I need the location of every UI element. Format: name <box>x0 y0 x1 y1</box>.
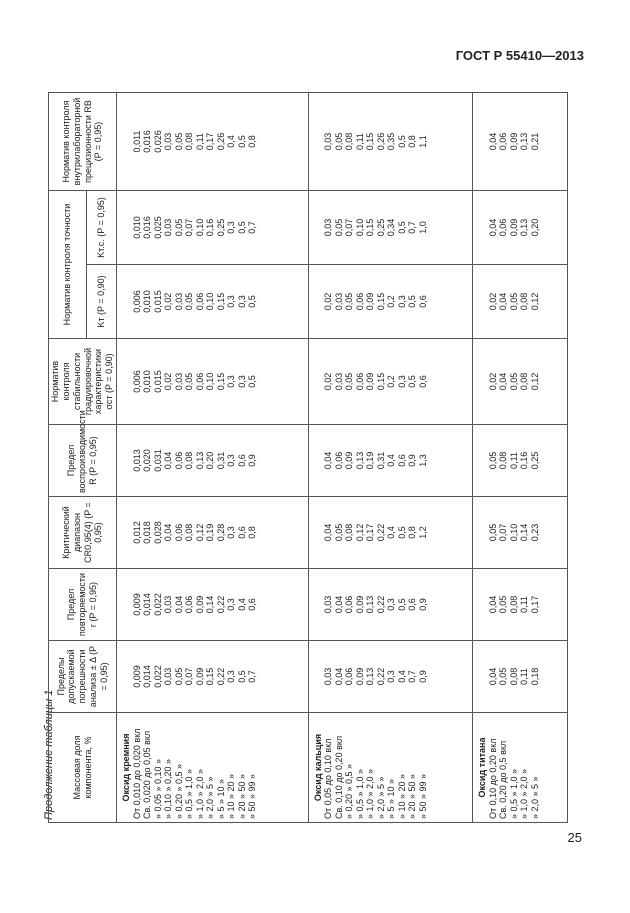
intralab-precision-cell <box>308 93 472 191</box>
range-label: » 1,0 » 2,0 » <box>519 768 530 819</box>
value: 0,5 <box>236 670 247 683</box>
value: 0,3 <box>226 454 236 467</box>
value: 0,08 <box>184 132 194 151</box>
range-label: » 2,0 » 5 » <box>529 776 540 819</box>
value: 0,03 <box>163 132 173 151</box>
value: 0,04 <box>173 595 184 614</box>
section-row <box>117 93 309 823</box>
value: 0,006 <box>131 290 142 313</box>
value: 0,05 <box>333 523 344 542</box>
value: 0,8 <box>247 526 257 539</box>
value: 0,3 <box>386 598 397 611</box>
value: 0,02 <box>487 372 498 391</box>
value: 0,8 <box>407 526 418 539</box>
value: 0,05 <box>173 132 184 151</box>
value: 0,04 <box>487 218 498 237</box>
value: 0,3 <box>396 375 407 388</box>
value: 0,5 <box>236 135 247 148</box>
value: 0,04 <box>323 523 334 542</box>
value: 0,34 <box>386 218 397 237</box>
data-table <box>48 92 568 823</box>
value: 0,28 <box>215 523 226 542</box>
page-number: 25 <box>567 830 582 845</box>
value: 0,026 <box>152 130 163 153</box>
value: 0,5 <box>396 135 407 148</box>
value: 0,3 <box>226 526 236 539</box>
value: 0,6 <box>247 598 257 611</box>
value: 0,06 <box>333 451 344 470</box>
value: 0,14 <box>205 595 215 614</box>
value: 0,12 <box>194 523 205 542</box>
value: 0,05 <box>173 667 184 686</box>
value: 0,05 <box>344 292 355 311</box>
value: 0,04 <box>333 595 344 614</box>
value: 0,6 <box>407 598 418 611</box>
value: 0,35 <box>386 132 397 151</box>
range-label: » 2,0 » 5 » <box>375 776 386 819</box>
value: 0,04 <box>333 667 344 686</box>
value: 0,7 <box>247 670 257 683</box>
value: 0,09 <box>508 132 519 151</box>
value: 0,03 <box>323 667 334 686</box>
value: 0,4 <box>386 454 397 467</box>
value: 0,5 <box>396 221 407 234</box>
reproducibility-cell <box>473 425 568 497</box>
critical-range-cell <box>117 497 309 569</box>
value: 0,08 <box>184 523 194 542</box>
value: 0,10 <box>354 218 365 237</box>
range-label: » 2,0 » 5 » <box>205 776 215 819</box>
value: 0,22 <box>375 523 386 542</box>
kts-cell <box>473 191 568 265</box>
value: 0,3 <box>226 221 236 234</box>
value: 0,15 <box>365 132 376 151</box>
value: 0,028 <box>152 521 163 544</box>
value: 0,13 <box>519 132 530 151</box>
value: 0,009 <box>131 593 142 616</box>
value: 0,03 <box>163 595 173 614</box>
value: 0,17 <box>205 132 215 151</box>
mass-fraction-cell <box>473 713 568 823</box>
value: 0,02 <box>323 372 334 391</box>
value: 0,09 <box>508 218 519 237</box>
value: 0,26 <box>215 132 226 151</box>
value: 1,0 <box>417 221 428 234</box>
value: 0,11 <box>194 133 205 150</box>
value: 0,031 <box>152 449 163 472</box>
repeatability-cell <box>308 569 472 641</box>
value: 0,025 <box>152 216 163 239</box>
header-delta: Пределы допускаемой погрешности анализа ± Δ (P = 0,95) <box>49 641 117 713</box>
value: 0,15 <box>215 372 226 391</box>
value: 0,014 <box>142 665 152 688</box>
value: 0,3 <box>226 670 236 683</box>
value: 0,8 <box>407 135 418 148</box>
range-label: Св. 0,020 до 0,05 вкл <box>142 730 152 819</box>
value: 0,04 <box>323 451 334 470</box>
section-title: Оксид кремния <box>121 733 131 802</box>
value: 0,03 <box>323 218 334 237</box>
value: 0,22 <box>215 667 226 686</box>
value: 0,06 <box>173 451 184 470</box>
value: 0,09 <box>354 667 365 686</box>
value: 0,006 <box>131 370 142 393</box>
value: 0,11 <box>519 596 530 613</box>
value: 0,31 <box>375 451 386 470</box>
range-label: » 1,0 » 2,0 » <box>194 768 205 819</box>
value: 0,06 <box>173 523 184 542</box>
value: 0,08 <box>344 523 355 542</box>
value: 0,5 <box>407 375 418 388</box>
range-label: » 1,0 » 2,0 » <box>365 768 376 819</box>
value: 0,3 <box>396 295 407 308</box>
stability-cell <box>117 339 309 425</box>
value: 0,9 <box>417 598 428 611</box>
value: 0,18 <box>529 667 540 686</box>
range-label: » 20 » 50 » <box>236 773 247 819</box>
kts-cell <box>308 191 472 265</box>
value: 1,3 <box>417 454 428 467</box>
value: 0,04 <box>498 292 509 311</box>
value: 0,06 <box>498 132 509 151</box>
value: 0,010 <box>142 370 152 393</box>
value: 0,6 <box>236 526 247 539</box>
value: 0,014 <box>142 593 152 616</box>
intralab-precision-cell <box>473 93 568 191</box>
value: 0,14 <box>519 523 530 542</box>
value: 0,05 <box>498 667 509 686</box>
header-repeatability: Предел повторяемости r (P = 0,95) <box>49 569 117 641</box>
intralab-precision-cell <box>117 93 309 191</box>
range-label: Св. 0,20 до 0,5 вкл <box>498 740 509 819</box>
value: 0,04 <box>163 451 173 470</box>
rotated-table-wrapper <box>48 93 568 823</box>
value: 0,08 <box>498 451 509 470</box>
value: 0,15 <box>365 218 376 237</box>
range-label: » 0,20 » 0,5 » <box>173 763 184 819</box>
value: 0,16 <box>205 218 215 237</box>
value: 0,013 <box>131 449 142 472</box>
value: 0,11 <box>519 668 530 685</box>
value: 0,4 <box>226 135 236 148</box>
value: 0,06 <box>184 595 194 614</box>
value: 0,11 <box>354 133 365 150</box>
value: 0,11 <box>508 452 519 469</box>
value: 0,19 <box>365 451 376 470</box>
range-label: » 5 » 10 » <box>215 778 226 819</box>
value: 0,2 <box>386 295 397 308</box>
value: 0,06 <box>194 372 205 391</box>
value: 0,08 <box>344 132 355 151</box>
range-label: » 0,05 » 0,10 » <box>152 758 163 819</box>
value: 0,17 <box>529 595 540 614</box>
value: 0,3 <box>226 598 236 611</box>
value: 0,03 <box>323 132 334 151</box>
value: 0,010 <box>131 216 142 239</box>
value: 0,07 <box>184 667 194 686</box>
value: 0,13 <box>194 451 205 470</box>
value: 0,17 <box>365 523 376 542</box>
value: 0,016 <box>142 216 152 239</box>
value: 0,20 <box>529 218 540 237</box>
value: 0,5 <box>247 295 257 308</box>
value: 0,16 <box>519 451 530 470</box>
value: 0,3 <box>236 295 247 308</box>
repeatability-cell <box>473 569 568 641</box>
value: 0,05 <box>487 451 498 470</box>
value: 0,4 <box>396 670 407 683</box>
value: 0,06 <box>344 667 355 686</box>
value: 0,04 <box>487 132 498 151</box>
value: 0,05 <box>498 595 509 614</box>
value: 0,3 <box>226 295 236 308</box>
standard-number: ГОСТ Р 55410—2013 <box>455 48 584 63</box>
value: 0,04 <box>487 667 498 686</box>
value: 0,22 <box>375 595 386 614</box>
value: 0,23 <box>529 523 540 542</box>
value: 0,13 <box>519 218 530 237</box>
value: 0,08 <box>519 372 530 391</box>
stability-cell <box>308 339 472 425</box>
value: 0,5 <box>396 526 407 539</box>
value: 0,22 <box>375 667 386 686</box>
value: 0,13 <box>365 595 376 614</box>
header-kts: Kт.с. (P = 0,95) <box>87 191 117 265</box>
value: 0,06 <box>498 218 509 237</box>
reproducibility-cell <box>117 425 309 497</box>
value: 0,6 <box>417 295 428 308</box>
range-label: От 0,05 до 0,10 вкл <box>323 738 334 819</box>
value: 0,06 <box>194 292 205 311</box>
value: 0,05 <box>508 292 519 311</box>
range-label: » 50 » 99 » <box>417 773 428 819</box>
header-accuracy-group: Норматив контроля точности <box>49 191 87 339</box>
mass-fraction-cell <box>308 713 472 823</box>
value: 0,9 <box>407 454 418 467</box>
range-label: » 0,5 » 1,0 » <box>184 768 194 819</box>
value: 0,25 <box>215 218 226 237</box>
delta-cell <box>117 641 309 713</box>
value: 0,7 <box>247 221 257 234</box>
value: 0,31 <box>215 451 226 470</box>
value: 0,05 <box>184 372 194 391</box>
value: 0,13 <box>354 451 365 470</box>
value: 0,015 <box>152 290 163 313</box>
value: 0,07 <box>344 218 355 237</box>
value: 0,6 <box>417 375 428 388</box>
value: 0,12 <box>354 523 365 542</box>
delta-cell <box>308 641 472 713</box>
value: 0,7 <box>407 221 418 234</box>
value: 0,20 <box>205 451 215 470</box>
value: 0,4 <box>386 526 397 539</box>
reproducibility-cell <box>308 425 472 497</box>
value: 0,26 <box>375 132 386 151</box>
value: 0,7 <box>407 670 418 683</box>
value: 0,016 <box>142 130 152 153</box>
header-intralab-precision: Норматив контроля внутрилабораторной прецизионности RВ (P = 0,95) <box>49 93 117 191</box>
value: 0,15 <box>215 292 226 311</box>
critical-range-cell <box>308 497 472 569</box>
value: 0,13 <box>365 667 376 686</box>
value: 0,5 <box>407 295 418 308</box>
value: 0,22 <box>215 595 226 614</box>
header-stability: Норматив контроля стабильности градуировочной характеристики σст (P = 0,90) <box>49 339 117 425</box>
value: 0,9 <box>417 670 428 683</box>
range-label: » 20 » 50 » <box>407 773 418 819</box>
value: 0,3 <box>236 375 247 388</box>
value: 0,06 <box>354 292 365 311</box>
value: 0,04 <box>498 372 509 391</box>
value: 0,5 <box>247 375 257 388</box>
value: 0,012 <box>131 521 142 544</box>
value: 0,6 <box>396 454 407 467</box>
value: 0,08 <box>184 451 194 470</box>
value: 0,02 <box>487 292 498 311</box>
value: 0,04 <box>487 595 498 614</box>
value: 0,06 <box>354 372 365 391</box>
value: 0,05 <box>173 218 184 237</box>
value: 0,04 <box>163 523 173 542</box>
value: 0,020 <box>142 449 152 472</box>
value: 0,09 <box>365 372 376 391</box>
value: 0,03 <box>333 292 344 311</box>
value: 0,12 <box>529 372 540 391</box>
value: 0,10 <box>194 218 205 237</box>
value: 1,2 <box>417 526 428 539</box>
header-kt: Kт (P = 0,90) <box>87 265 117 339</box>
value: 0,022 <box>152 593 163 616</box>
value: 0,018 <box>142 521 152 544</box>
value: 0,05 <box>333 218 344 237</box>
value: 0,09 <box>194 595 205 614</box>
value: 0,09 <box>344 451 355 470</box>
table-caption: Продолжение таблицы 1 <box>43 689 55 820</box>
value: 0,10 <box>508 523 519 542</box>
range-label: » 0,5 » 1,0 » <box>354 768 365 819</box>
range-label: От 0,10 до 0,20 вкл <box>487 738 498 819</box>
range-label: » 0,20 » 0,5 » <box>344 763 355 819</box>
section-title: Оксид кальция <box>312 733 323 802</box>
value: 0,03 <box>333 372 344 391</box>
value: 0,07 <box>498 523 509 542</box>
range-label: » 10 » 20 » <box>396 773 407 819</box>
value: 0,05 <box>344 372 355 391</box>
value: 0,08 <box>508 667 519 686</box>
value: 0,9 <box>247 454 257 467</box>
value: 0,022 <box>152 665 163 688</box>
header-critical-range: Критический диапазон CR0,95(4) (P = 0,95) <box>49 497 117 569</box>
value: 0,010 <box>142 290 152 313</box>
value: 0,02 <box>163 372 173 391</box>
section-row <box>473 93 568 823</box>
value: 0,15 <box>375 372 386 391</box>
value: 0,06 <box>344 595 355 614</box>
value: 0,05 <box>508 372 519 391</box>
kt-cell <box>308 265 472 339</box>
value: 0,05 <box>184 292 194 311</box>
value: 0,09 <box>365 292 376 311</box>
value: 0,08 <box>519 292 530 311</box>
range-label: » 0,10 » 0,20 » <box>163 758 173 819</box>
value: 0,2 <box>386 375 397 388</box>
range-label: Св. 0,10 до 0,20 вкл <box>333 735 344 819</box>
range-label: » 50 » 99 » <box>247 773 257 819</box>
value: 0,25 <box>375 218 386 237</box>
range-label: » 0,5 » 1,0 » <box>508 768 519 819</box>
value: 0,07 <box>184 218 194 237</box>
value: 0,03 <box>163 667 173 686</box>
value: 0,3 <box>386 670 397 683</box>
value: 0,15 <box>205 667 215 686</box>
range-label: От 0,010 до 0,020 вкл <box>131 728 142 819</box>
value: 0,09 <box>354 595 365 614</box>
value: 0,011 <box>131 130 142 153</box>
kt-cell <box>117 265 309 339</box>
header-reproducibility: Предел воспроизводимости R (P = 0,95) <box>49 425 117 497</box>
value: 0,08 <box>508 595 519 614</box>
value: 0,6 <box>236 454 247 467</box>
kt-cell <box>473 265 568 339</box>
kts-cell <box>117 191 309 265</box>
value: 0,05 <box>333 132 344 151</box>
stability-cell <box>473 339 568 425</box>
value: 0,02 <box>163 292 173 311</box>
mass-fraction-cell <box>117 713 309 823</box>
section-title: Оксид титана <box>477 737 488 798</box>
value: 0,03 <box>163 218 173 237</box>
value: 0,19 <box>205 523 215 542</box>
value: 0,10 <box>205 292 215 311</box>
section-row <box>308 93 472 823</box>
value: 0,009 <box>131 665 142 688</box>
value: 0,15 <box>375 292 386 311</box>
value: 0,12 <box>529 292 540 311</box>
table-body <box>117 93 568 823</box>
header-mass-fraction: Массовая доля компонента, % <box>49 713 117 823</box>
value: 0,05 <box>487 523 498 542</box>
value: 0,09 <box>194 667 205 686</box>
delta-cell <box>473 641 568 713</box>
range-label: » 10 » 20 » <box>226 773 236 819</box>
value: 0,21 <box>529 132 540 151</box>
value: 0,5 <box>396 598 407 611</box>
value: 0,03 <box>173 372 184 391</box>
value: 1,1 <box>417 135 428 148</box>
value: 0,3 <box>226 375 236 388</box>
value: 0,10 <box>205 372 215 391</box>
value: 0,5 <box>236 221 247 234</box>
value: 0,02 <box>323 292 334 311</box>
value: 0,015 <box>152 370 163 393</box>
critical-range-cell <box>473 497 568 569</box>
value: 0,4 <box>236 598 247 611</box>
range-label: » 5 » 10 » <box>386 778 397 819</box>
repeatability-cell <box>117 569 309 641</box>
value: 0,25 <box>529 451 540 470</box>
value: 0,8 <box>247 135 257 148</box>
value: 0,03 <box>323 595 334 614</box>
value: 0,03 <box>173 292 184 311</box>
